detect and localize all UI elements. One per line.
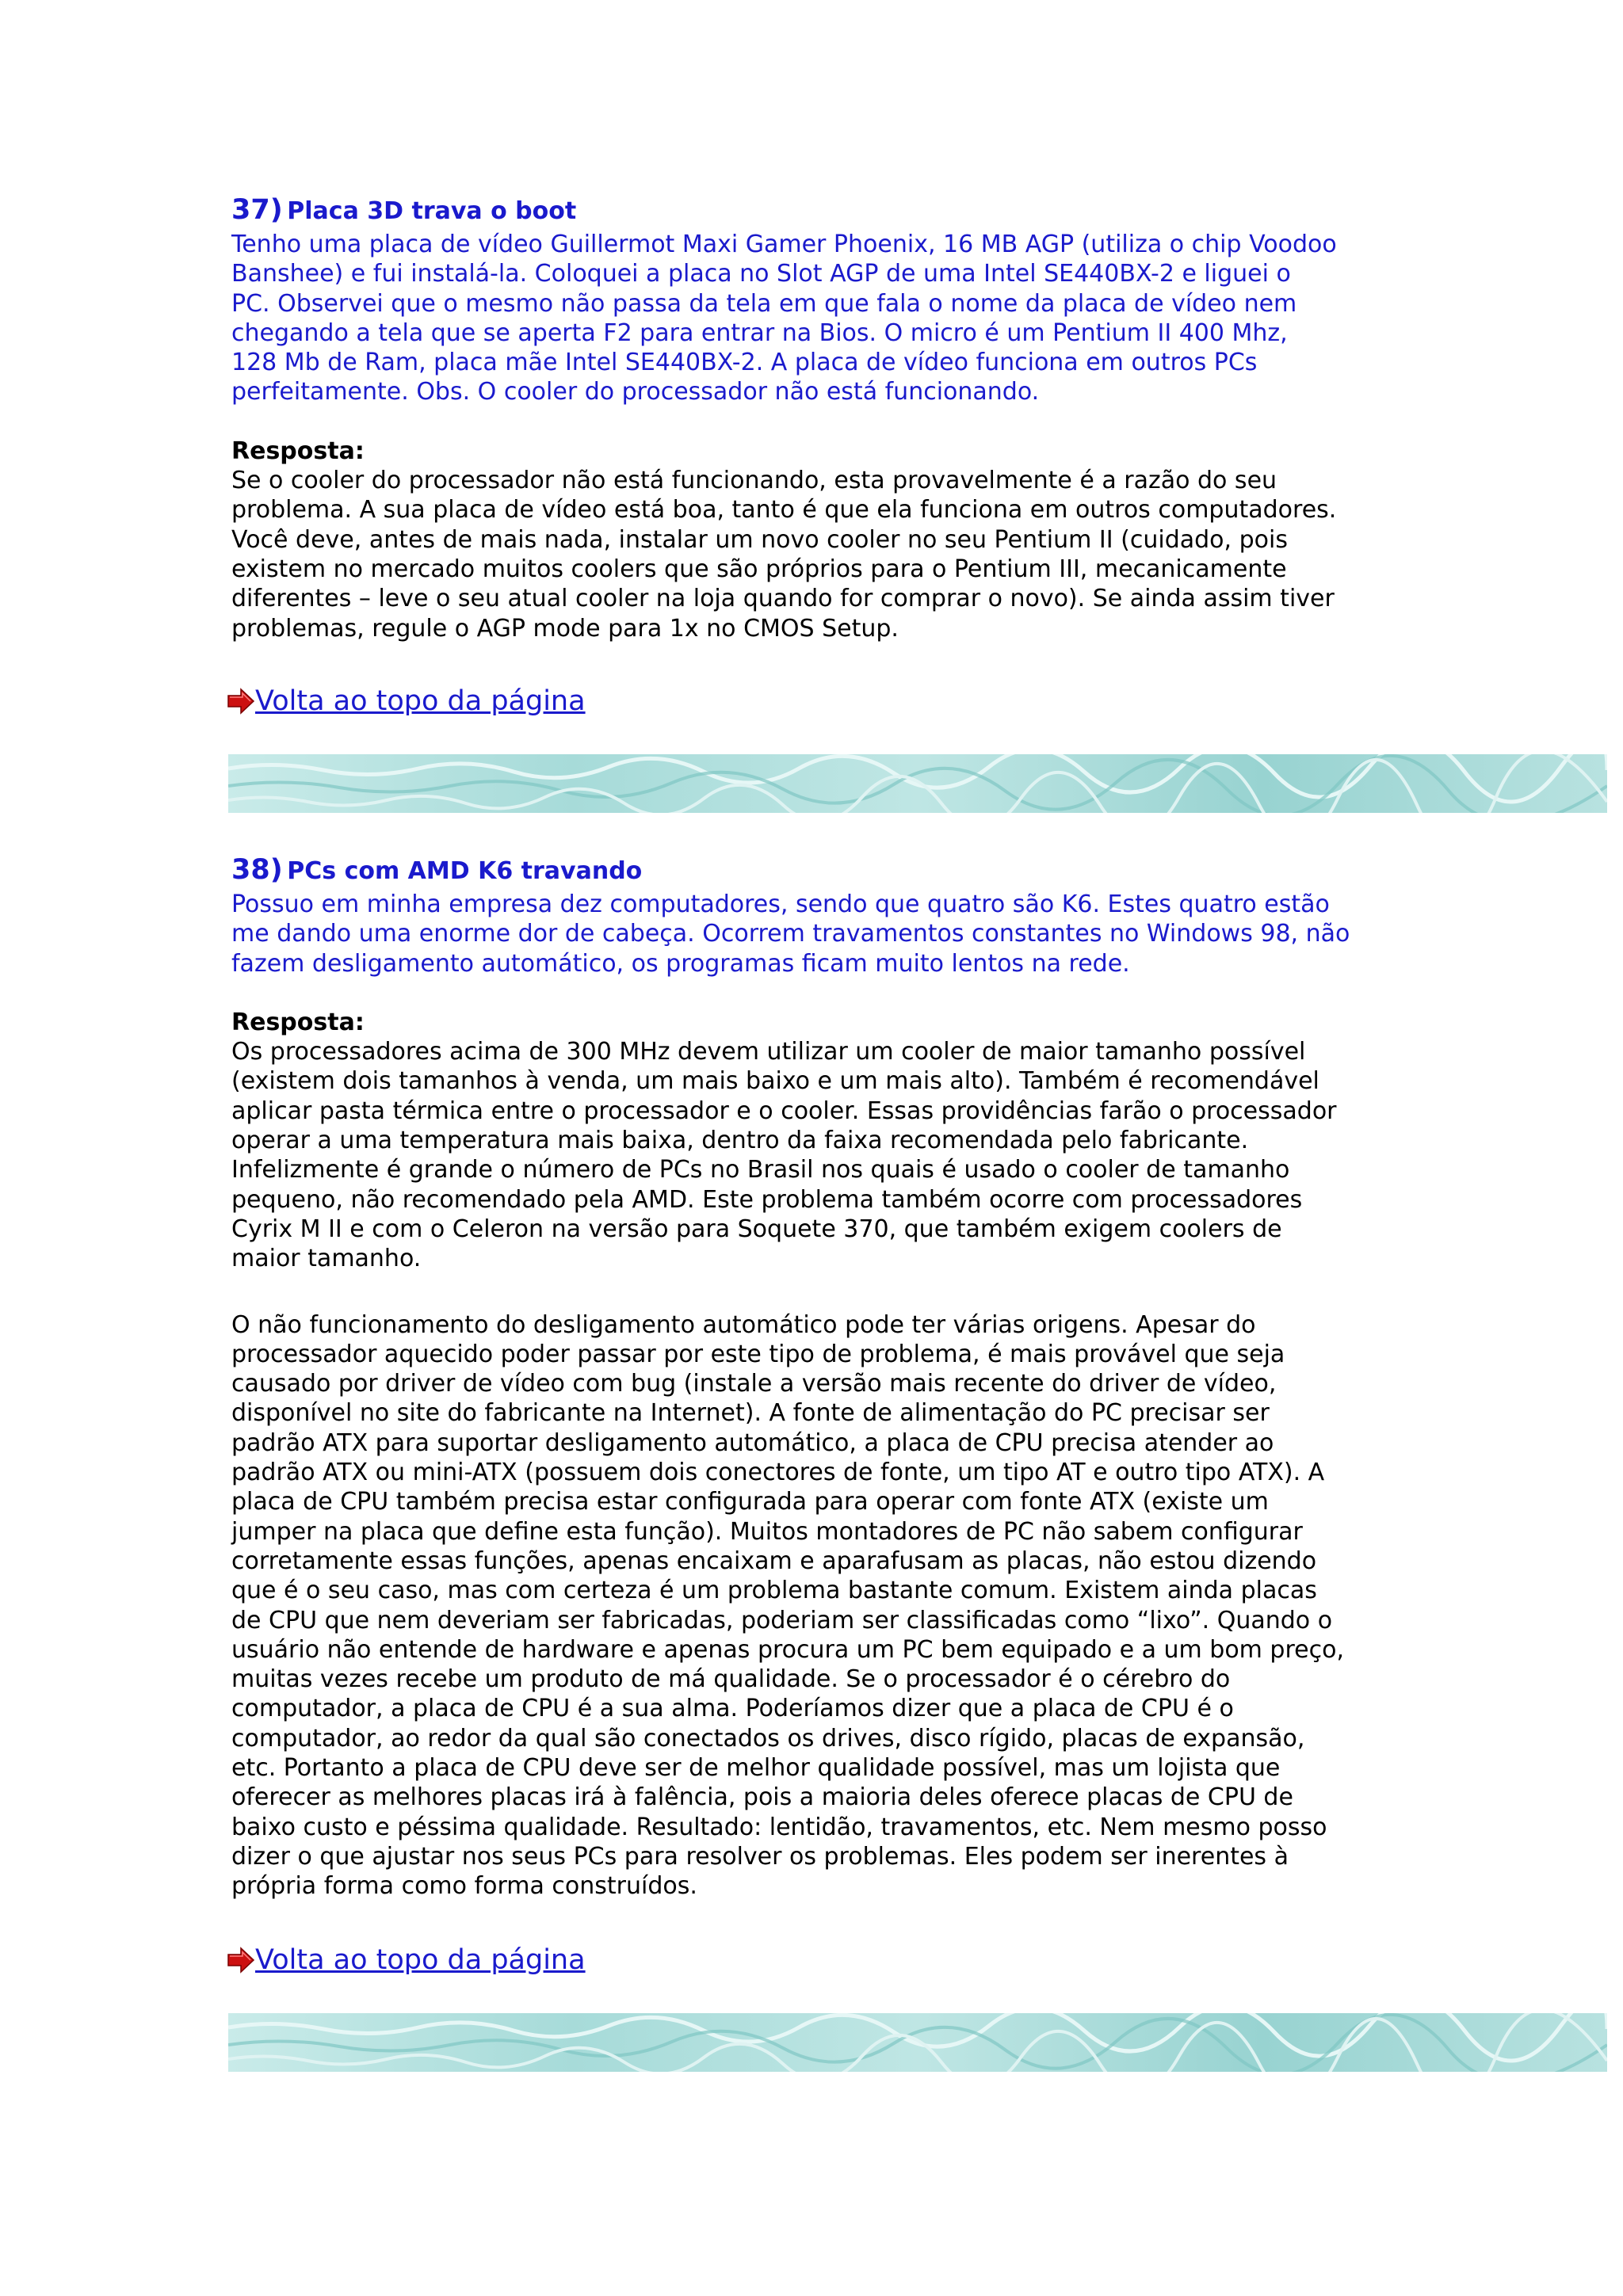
question-number: 37): [231, 194, 283, 226]
text-line: O não funcionamento do desligamento automático pode ter várias origens. Apesar do: [231, 1310, 1256, 1339]
wave-divider: [228, 754, 1607, 813]
text-line: Cyrix M II e com o Celeron na versão para Soquete 370, que também exigem coolers de: [231, 1215, 1282, 1243]
text-line: computador, ao redor da qual são conectados os drives, disco rígido, placas de expansão,: [231, 1724, 1305, 1753]
answer-text-2: [231, 1310, 1388, 1901]
text-line: que é o seu caso, mas com certeza é um problema bastante comum. Existem ainda placas: [231, 1577, 1317, 1605]
text-line: PC. Observei que o mesmo não passa da tela em que fala o nome da placa de vídeo nem: [231, 289, 1297, 318]
question-heading: PCs com AMD K6 travando: [287, 857, 643, 885]
answer-label: Resposta:: [231, 437, 365, 465]
text-line: Infelizmente é grande o número de PCs no Brasil nos quais é usado o cooler de tamanho: [231, 1156, 1290, 1184]
text-line: Possuo em minha empresa dez computadores, sendo que quatro são K6. Estes quatro estão: [231, 891, 1330, 918]
text-line: Se o cooler do processador não está funcionando, esta provavelmente é a razão do seu: [231, 467, 1277, 495]
text-line: Você deve, antes de mais nada, instalar um novo cooler no seu Pentium II (cuidado, pois: [231, 525, 1288, 554]
faq-item-38: [231, 853, 1388, 1901]
text-line: padrão ATX para suportar desligamento automático, a placa de CPU precisa atender ao: [231, 1428, 1274, 1457]
text-line: jumper na placa que define esta função). Muitos montadores de PC não sabem configurar: [231, 1517, 1303, 1546]
back-to-top-link[interactable]: [227, 1943, 586, 1978]
text-line: de CPU que nem deveriam ser fabricadas, poderiam ser classificadas como “lixo”. Quando o: [231, 1606, 1333, 1634]
text-line: problema. A sua placa de vídeo está boa, tanto é que ela funciona em outros computadores.: [231, 496, 1337, 524]
text-line: pequeno, não recomendado pela AMD. Este problema também ocorre com processadores: [231, 1185, 1303, 1214]
text-line: disponível no site do fabricante na Internet). A fonte de alimentação do PC precisar ser: [231, 1399, 1270, 1428]
answer-label: Resposta:: [231, 1008, 365, 1036]
question-title: [231, 193, 1388, 231]
text-line: computador, a placa de CPU é a sua alma. Poderíamos dizer que a placa de CPU é o: [231, 1695, 1234, 1723]
question-title: [231, 853, 1388, 891]
back-to-top-link[interactable]: [227, 684, 586, 719]
text-line: me dando uma enorme dor de cabeça. Ocorrem travamentos constantes no Windows 98, não: [231, 920, 1350, 948]
text-line: Banshee) e fui instalá-la. Coloquei a placa no Slot AGP de uma Intel SE440BX-2 e liguei o: [231, 260, 1291, 288]
answer-text: [231, 1037, 1388, 1273]
text-line: padrão ATX ou mini-ATX (possuem dois conectores de fonte, um tipo AT e outro tipo ATX). A: [231, 1459, 1325, 1487]
wave-divider: [228, 2013, 1607, 2072]
text-line: (existem dois tamanhos à venda, um mais baixo e um mais alto). Também é recomendável: [231, 1067, 1319, 1096]
text-line: dizer o que ajustar nos seus PCs para resolver os problemas. Eles podem ser inerentes à: [231, 1842, 1289, 1871]
question-heading: Placa 3D trava o boot: [287, 197, 577, 225]
text-line: chegando a tela que se aperta F2 para entrar na Bios. O micro é um Pentium II 400 Mhz,: [231, 318, 1288, 347]
back-to-top-label[interactable]: Volta ao topo da página: [255, 1944, 586, 1976]
text-line: corretamente essas funções, apenas encaixam e aparafusam as placas, não estou dizendo: [231, 1547, 1317, 1575]
text-line: perfeitamente. Obs. O cooler do processador não está funcionando.: [231, 378, 1040, 406]
text-line: Os processadores acima de 300 MHz devem utilizar um cooler de maior tamanho possível: [231, 1038, 1306, 1066]
question-text: [231, 890, 1388, 978]
red-arrow-icon: [227, 687, 255, 715]
text-line: etc. Portanto a placa de CPU deve ser de melhor qualidade possível, mas um lojista que: [231, 1754, 1281, 1783]
text-line: operar a uma temperatura mais baixa, dentro da faixa recomendada pelo fabricante.: [231, 1127, 1249, 1155]
text-line: muitas vezes recebe um produto de má qualidade. Se o processador é o cérebro do: [231, 1665, 1231, 1694]
back-to-top-label[interactable]: Volta ao topo da página: [255, 685, 586, 717]
answer-text: [231, 466, 1388, 643]
text-line: baixo custo e péssima qualidade. Resultado: lentidão, travamentos, etc. Nem mesmo posso: [231, 1813, 1327, 1841]
text-line: oferecer as melhores placas irá à falência, pois a maioria deles oferece placas de CPU de: [231, 1783, 1293, 1812]
text-line: Tenho uma placa de vídeo Guillermot Maxi Gamer Phoenix, 16 MB AGP (utiliza o chip Voodoo: [231, 231, 1337, 258]
text-line: aplicar pasta térmica entre o processador e o cooler. Essas providências farão o processador: [231, 1097, 1337, 1125]
text-line: 128 Mb de Ram, placa mãe Intel SE440BX-2. A placa de vídeo funciona em outros PCs: [231, 349, 1258, 377]
text-line: placa de CPU também precisa estar configurada para operar com fonte ATX (existe um: [231, 1488, 1269, 1516]
text-line: maior tamanho.: [231, 1245, 422, 1273]
faq-item-37: [231, 193, 1388, 643]
question-number: 38): [231, 854, 283, 886]
text-line: problemas, regule o AGP mode para 1x no CMOS Setup.: [231, 614, 899, 643]
text-line: existem no mercado muitos coolers que são próprios para o Pentium III, mecanicamente: [231, 555, 1287, 583]
text-line: própria forma como forma construídos.: [231, 1872, 697, 1901]
text-line: causado por driver de vídeo com bug (instale a versão mais recente do driver de vídeo,: [231, 1370, 1277, 1398]
text-line: usuário não entende de hardware e apenas procura um PC bem equipado e a um bom preço,: [231, 1635, 1344, 1664]
text-line: fazem desligamento automático, os programas ficam muito lentos na rede.: [231, 949, 1130, 978]
text-line: processador aquecido poder passar por este tipo de problema, é mais provável que seja: [231, 1340, 1285, 1368]
question-text: [231, 230, 1388, 407]
text-line: diferentes – leve o seu atual cooler na loja quando for comprar o novo). Se ainda assim tiver: [231, 585, 1335, 613]
red-arrow-icon: [227, 1946, 255, 1974]
